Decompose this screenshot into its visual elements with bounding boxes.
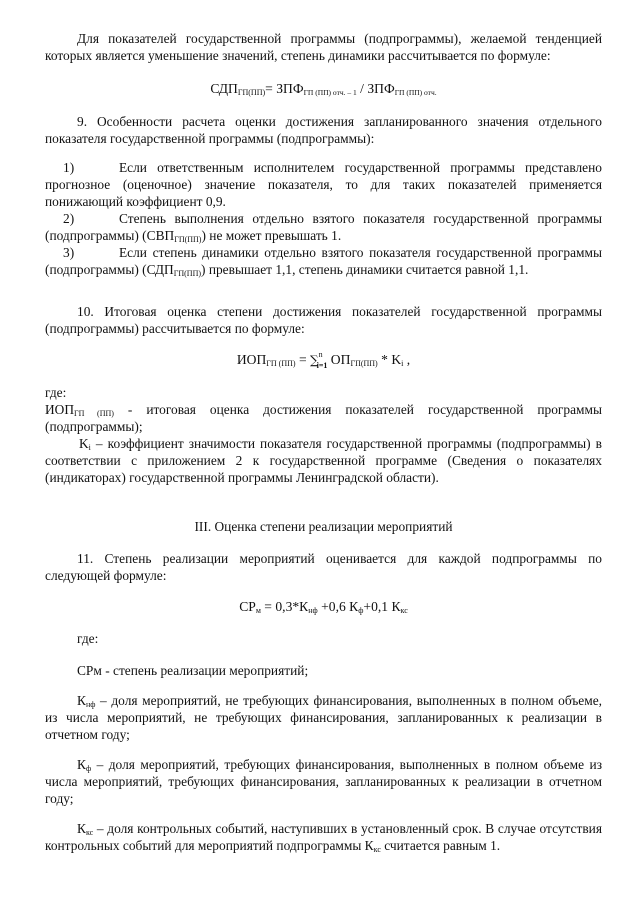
where-block-1 bbox=[45, 384, 602, 486]
knf-definition: $К_{нф}$ – доля мероприятий, не требующих финансирования, выполненных в полном объеме, из числа мероприятий, не требующих финансирования, запланированных к реализации в отчетном году; bbox=[45, 693, 602, 742]
intro-line1: Для показателей государственной программы (подпрограммы), желаемой тенденцией bbox=[77, 31, 602, 46]
section-9-list bbox=[45, 159, 602, 278]
formula-iop: $ИОП_{ГП (ПП)} = \sum^n_{i=1}$ $ОП_{ГП(ПП)} * K_i$ , bbox=[236, 350, 411, 370]
kf-definition: $К_ф$ – доля мероприятий, требующих финансирования, выполненных в полном объеме из числа мероприятий, требующих финансирования, запланированных к реализации в отчетном году; bbox=[45, 757, 602, 806]
intro-line2: которых является уменьшение значений, степень динамики рассчитывается по формуле: bbox=[45, 48, 551, 63]
formula-sdp: $СДП_{ГП(ПП)}= ЗПФ_{ГП (ПП) отч. - 1} / ЗПФ_{ГП (ПП) отч.}$ bbox=[210, 81, 437, 97]
section-9-paragraph: 9. Особенности расчета оценки достижения запланированного значения отдельного показателя государственной программы (подпрограммы): bbox=[45, 114, 602, 146]
kks-definition: $К_{кс}$ – доля контрольных событий, наступивших в установленный срок. В случае отсутствия контрольных событий для мероприятий подпрограммы $К_{кс}$ считается равным 1. bbox=[45, 821, 602, 854]
list-item: 3) Если степень динамики отдельно взятого показателя государственной программы (подпрограммы) $(СДП_{ГП(ПП)})$ превышает 1,1, степень динамики считается равной 1,1. bbox=[45, 245, 602, 278]
section-10-paragraph: 10. Итоговая оценка степени достижения показателей государственной программы (подпрограммы) рассчитывается по формуле: bbox=[45, 304, 602, 336]
list-item: 1) Если ответственным исполнителем государственной программы представлено прогнозное (оценочное) значение показателя, то для таких показателей применяется понижающий коэффициент 0,9. bbox=[45, 160, 602, 209]
section-11-paragraph: 11. Степень реализации мероприятий оценивается для каждой подпрограммы по следующей формуле: bbox=[45, 551, 602, 583]
where-label: где: bbox=[45, 385, 67, 400]
ki-definition: $K_i$ – коэффициент значимости показателя государственной программы (подпрограммы) в соответствии с приложением 2 к государственной программе (Сведения о показателях (индикаторах) государственной программы Ленинградской области). bbox=[45, 436, 602, 485]
heading-section-3: III. Оценка степени реализации мероприятий bbox=[194, 519, 453, 534]
srm-definition: СРм - степень реализации мероприятий; bbox=[77, 663, 309, 678]
where-block-2 bbox=[45, 630, 602, 647]
formula-sr: $СР_м = 0,3*К_{нф} +0,6$ $К_ф+0,1$ $К_{кс}$ bbox=[239, 599, 408, 615]
intro-paragraph bbox=[45, 30, 602, 64]
iop-definition: $ИОП_{ГП (ПП)}$ - итоговая оценка достижения показателей государственной программы (подпрограммы); bbox=[45, 402, 602, 434]
where-label: где: bbox=[77, 631, 99, 646]
list-item: 2) Степень выполнения отдельно взятого показателя государственной программы (подпрограммы) $(СВП_{ГП(ПП)})$ не может превышать 1. bbox=[45, 211, 602, 244]
